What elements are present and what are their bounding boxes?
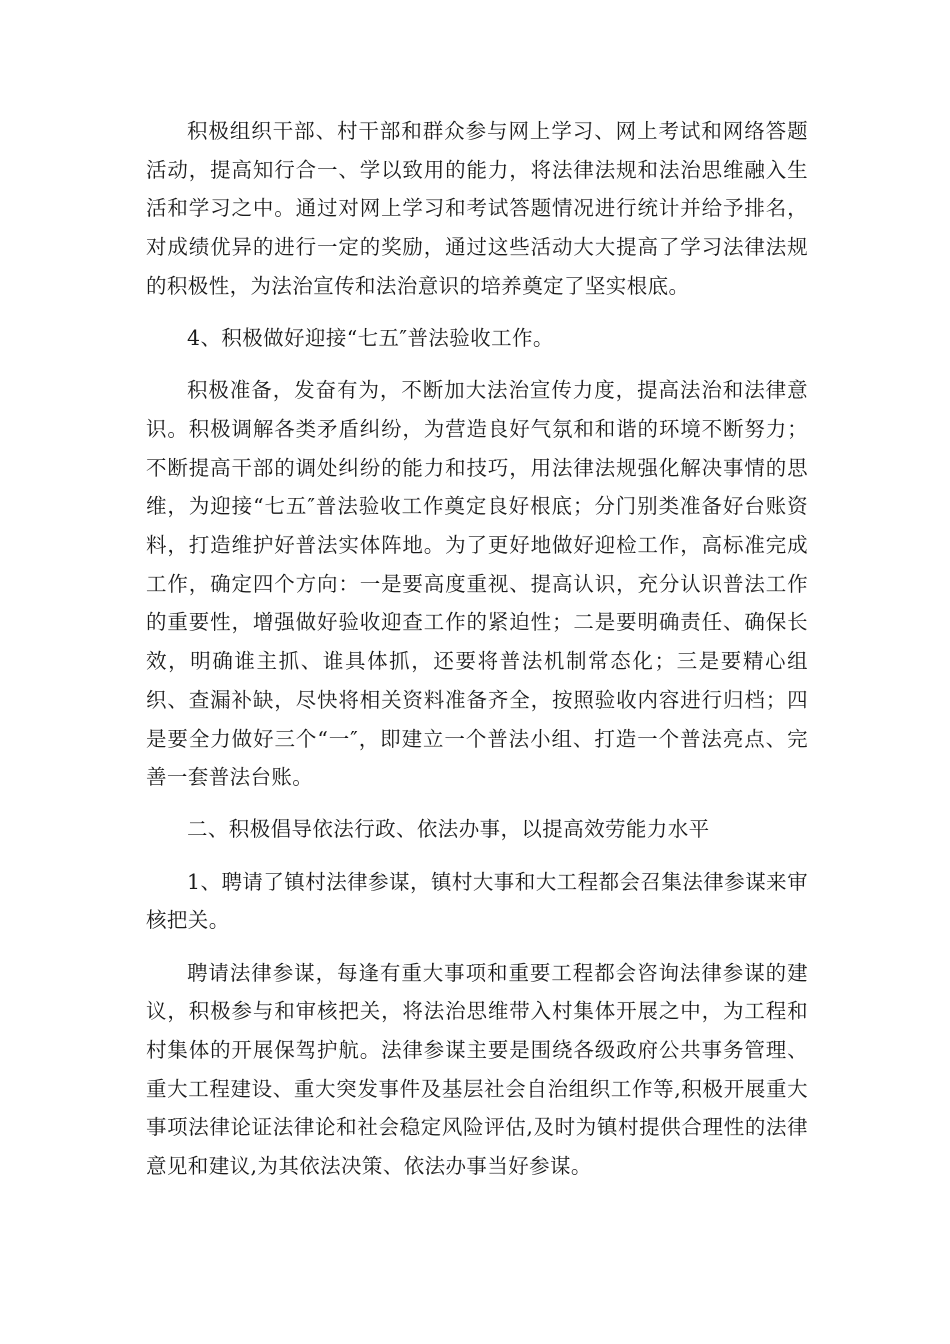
document-body: [146, 112, 808, 1186]
paragraph-online-study: 积极组织干部、村干部和群众参与网上学习、网上考试和网络答题活动，提高知行合一、学以致用的能力，将法律法规和法治思维融入生活和学习之中。通过对网上学习和考试答题情况进行统计并给予排名，对成绩优异的进行一定的奖励，通过这些活动大大提高了学习法律法规的积极性，为法治宣传和法治意识的培养奠定了坚实根底。: [146, 119, 808, 298]
paragraph-section-two-heading: 二、积极倡导依法行政、依法办事，以提高效劳能力水平: [187, 817, 710, 842]
paragraph-acceptance-preparation: 积极准备，发奋有为，不断加大法治宣传力度，提高法治和法律意识。积极调解各类矛盾纠纷，为营造良好气氛和和谐的环境不断努力；不断提高干部的调处纠纷的能力和技巧，用法律法规强化解决事情的思维，为迎接“七五″普法验收工作奠定良好根底；分门别类准备好台账资料，打造维护好普法实体阵地。为了更好地做好迎检工作，高标准完成工作，确定四个方向：一是要高度重视、提高认识，充分认识普法工作的重要性，增强做好验收迎查工作的紧迫性；二是要明确责任、确保长效，明确谁主抓、谁具体抓，还要将普法机制常态化；三是要精心组织、查漏补缺，尽快将相关资料准备齐全，按照验收内容进行归档；四是要全力做好三个“一″，即建立一个普法小组、打造一个普法亮点、完善一套普法台账。: [146, 378, 808, 790]
paragraph-legal-advisor-details: 聘请法律参谋，每逢有重大事项和重要工程都会咨询法律参谋的建议，积极参与和审核把关，将法治思维带入村集体开展之中，为工程和村集体的开展保驾护航。法律参谋主要是围绕各级政府公共事务管理、重大工程建设、重大突发事件及基层社会自治组织工作等,积极开展重大事项法律论证法律论和社会稳定风险评估,及时为镇村提供合理性的法律意见和建议,为其依法决策、依法办事当好参谋。: [146, 960, 808, 1179]
paragraph-heading-acceptance: 4、积极做好迎接“七五″普法验收工作。: [187, 326, 554, 351]
paragraph-heading-legal-advisor: 1、聘请了镇村法律参谋，镇村大事和大工程都会召集法律参谋来审核把关。: [146, 869, 808, 933]
